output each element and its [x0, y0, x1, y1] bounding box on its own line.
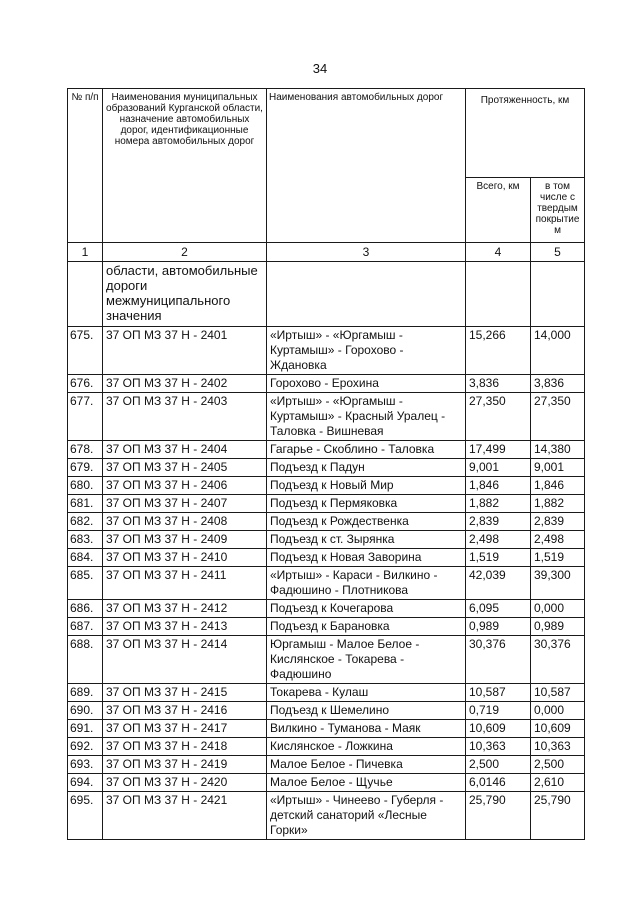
road-id: 37 ОП МЗ 37 Н - 2416 — [103, 702, 267, 720]
road-name: Подъезд к Новая Заворина — [267, 549, 466, 567]
header-roads: Наименования автомобильных дорог — [267, 89, 466, 243]
row-number: 687. — [68, 618, 103, 636]
length-total: 0,719 — [466, 702, 531, 720]
length-total: 1,846 — [466, 477, 531, 495]
table-row — [68, 441, 585, 459]
row-number: 678. — [68, 441, 103, 459]
road-name: Юргамыш - Малое Белое - Кислянское - Токарева - Фадюшино — [267, 636, 466, 684]
table-row — [68, 567, 585, 600]
length-hard: 2,500 — [531, 756, 585, 774]
length-hard: 2,498 — [531, 531, 585, 549]
length-total: 25,790 — [466, 792, 531, 840]
row-number: 675. — [68, 327, 103, 375]
road-id: 37 ОП МЗ 37 Н - 2406 — [103, 477, 267, 495]
row-number: 680. — [68, 477, 103, 495]
length-total: 17,499 — [466, 441, 531, 459]
table-row — [68, 636, 585, 684]
table-row — [68, 375, 585, 393]
length-total: 10,363 — [466, 738, 531, 756]
table-row — [68, 792, 585, 840]
road-name: Подъезд к Шемелино — [267, 702, 466, 720]
col-number-2: 2 — [103, 243, 267, 262]
header-municipal: Наименования муниципальных образований Курганской области, назначение автомобильных дорог, идентификационные номера автомобильных дорог — [103, 89, 267, 243]
road-name: «Иртыш» - Караси - Вилкино - Фадюшино - Плотникова — [267, 567, 466, 600]
length-hard: 27,350 — [531, 393, 585, 441]
table-row — [68, 327, 585, 375]
road-name: Подъезд к Кочегарова — [267, 600, 466, 618]
length-hard: 10,363 — [531, 738, 585, 756]
length-hard: 0,000 — [531, 702, 585, 720]
road-name: «Иртыш» - «Юргамыш - Куртамыш» - Горохово - Ждановка — [267, 327, 466, 375]
length-hard: 1,882 — [531, 495, 585, 513]
length-hard: 30,376 — [531, 636, 585, 684]
length-hard: 2,610 — [531, 774, 585, 792]
length-hard: 10,609 — [531, 720, 585, 738]
road-id: 37 ОП МЗ 37 Н - 2411 — [103, 567, 267, 600]
length-hard: 1,519 — [531, 549, 585, 567]
length-total: 6,095 — [466, 600, 531, 618]
length-total: 30,376 — [466, 636, 531, 684]
length-hard: 14,380 — [531, 441, 585, 459]
road-id: 37 ОП МЗ 37 Н - 2414 — [103, 636, 267, 684]
length-hard: 1,846 — [531, 477, 585, 495]
road-id: 37 ОП МЗ 37 Н - 2401 — [103, 327, 267, 375]
length-total: 9,001 — [466, 459, 531, 477]
table-row — [68, 513, 585, 531]
length-hard: 0,989 — [531, 618, 585, 636]
length-total: 15,266 — [466, 327, 531, 375]
road-id: 37 ОП МЗ 37 Н - 2420 — [103, 774, 267, 792]
row-number: 686. — [68, 600, 103, 618]
header-total: Всего, км — [466, 178, 531, 243]
length-total: 6,0146 — [466, 774, 531, 792]
road-name: Подъезд к Пермяковка — [267, 495, 466, 513]
length-total: 2,500 — [466, 756, 531, 774]
length-hard: 10,587 — [531, 684, 585, 702]
header-length: Протяженность, км — [466, 89, 585, 178]
roads-table — [67, 88, 585, 840]
table-row — [68, 618, 585, 636]
row-number: 676. — [68, 375, 103, 393]
table-body — [68, 327, 585, 840]
row-number: 681. — [68, 495, 103, 513]
table-row — [68, 756, 585, 774]
length-hard: 2,839 — [531, 513, 585, 531]
row-number: 679. — [68, 459, 103, 477]
road-name: «Иртыш» - «Юргамыш - Куртамыш» - Красный Уралец - Таловка - Вишневая — [267, 393, 466, 441]
road-name: Подъезд к Падун — [267, 459, 466, 477]
table-row — [68, 702, 585, 720]
length-total: 3,836 — [466, 375, 531, 393]
road-id: 37 ОП МЗ 37 Н - 2409 — [103, 531, 267, 549]
row-number: 689. — [68, 684, 103, 702]
length-hard: 14,000 — [531, 327, 585, 375]
road-id: 37 ОП МЗ 37 Н - 2408 — [103, 513, 267, 531]
col-number-1: 1 — [68, 243, 103, 262]
length-total: 2,839 — [466, 513, 531, 531]
row-number: 682. — [68, 513, 103, 531]
road-id: 37 ОП МЗ 37 Н - 2405 — [103, 459, 267, 477]
road-id: 37 ОП МЗ 37 Н - 2407 — [103, 495, 267, 513]
table-row — [68, 549, 585, 567]
continued-section-row — [68, 262, 585, 327]
row-number: 683. — [68, 531, 103, 549]
road-id: 37 ОП МЗ 37 Н - 2404 — [103, 441, 267, 459]
row-number: 677. — [68, 393, 103, 441]
road-name: Токарева - Кулаш — [267, 684, 466, 702]
length-total: 0,989 — [466, 618, 531, 636]
row-number: 695. — [68, 792, 103, 840]
road-name: Подъезд к ст. Зырянка — [267, 531, 466, 549]
length-total: 2,498 — [466, 531, 531, 549]
length-total: 10,609 — [466, 720, 531, 738]
continued-section: области, автомобильные дороги межмуниципального значения — [103, 262, 267, 327]
row-number: 693. — [68, 756, 103, 774]
table-row — [68, 477, 585, 495]
row-number: 691. — [68, 720, 103, 738]
length-total: 1,882 — [466, 495, 531, 513]
road-name: Вилкино - Туманова - Маяк — [267, 720, 466, 738]
table-row — [68, 495, 585, 513]
road-name: Подъезд к Новый Мир — [267, 477, 466, 495]
length-hard: 0,000 — [531, 600, 585, 618]
road-id: 37 ОП МЗ 37 Н - 2412 — [103, 600, 267, 618]
length-total: 1,519 — [466, 549, 531, 567]
road-name: Подъезд к Рождественка — [267, 513, 466, 531]
road-id: 37 ОП МЗ 37 Н - 2419 — [103, 756, 267, 774]
length-hard: 25,790 — [531, 792, 585, 840]
table-row — [68, 774, 585, 792]
table-row — [68, 600, 585, 618]
road-name: «Иртыш» - Чинеево - Губерля - детский санаторий «Лесные Горки» — [267, 792, 466, 840]
road-id: 37 ОП МЗ 37 Н - 2417 — [103, 720, 267, 738]
road-id: 37 ОП МЗ 37 Н - 2415 — [103, 684, 267, 702]
row-number: 694. — [68, 774, 103, 792]
row-number: 690. — [68, 702, 103, 720]
col-number-5: 5 — [531, 243, 585, 262]
road-name: Малое Белое - Пичевка — [267, 756, 466, 774]
header-num: № п/п — [68, 89, 103, 243]
length-hard: 39,300 — [531, 567, 585, 600]
road-name: Горохово - Ерохина — [267, 375, 466, 393]
page-number: 34 — [312, 61, 328, 76]
table-row — [68, 738, 585, 756]
col-number-4: 4 — [466, 243, 531, 262]
row-number: 688. — [68, 636, 103, 684]
table-row — [68, 720, 585, 738]
col-number-3: 3 — [267, 243, 466, 262]
length-hard: 3,836 — [531, 375, 585, 393]
length-total: 27,350 — [466, 393, 531, 441]
table-row — [68, 459, 585, 477]
row-number: 685. — [68, 567, 103, 600]
table-row — [68, 531, 585, 549]
road-name: Подъезд к Барановка — [267, 618, 466, 636]
row-number: 692. — [68, 738, 103, 756]
road-name: Малое Белое - Щучье — [267, 774, 466, 792]
length-total: 10,587 — [466, 684, 531, 702]
road-id: 37 ОП МЗ 37 Н - 2421 — [103, 792, 267, 840]
road-id: 37 ОП МЗ 37 Н - 2418 — [103, 738, 267, 756]
road-id: 37 ОП МЗ 37 Н - 2413 — [103, 618, 267, 636]
road-id: 37 ОП МЗ 37 Н - 2403 — [103, 393, 267, 441]
length-hard: 9,001 — [531, 459, 585, 477]
length-total: 42,039 — [466, 567, 531, 600]
table-row — [68, 393, 585, 441]
road-id: 37 ОП МЗ 37 Н - 2410 — [103, 549, 267, 567]
table-row — [68, 684, 585, 702]
road-id: 37 ОП МЗ 37 Н - 2402 — [103, 375, 267, 393]
header-hard: в том числе с твердым покрытием — [531, 178, 585, 243]
row-number: 684. — [68, 549, 103, 567]
road-name: Кислянское - Ложкина — [267, 738, 466, 756]
road-name: Гагарье - Скоблино - Таловка — [267, 441, 466, 459]
